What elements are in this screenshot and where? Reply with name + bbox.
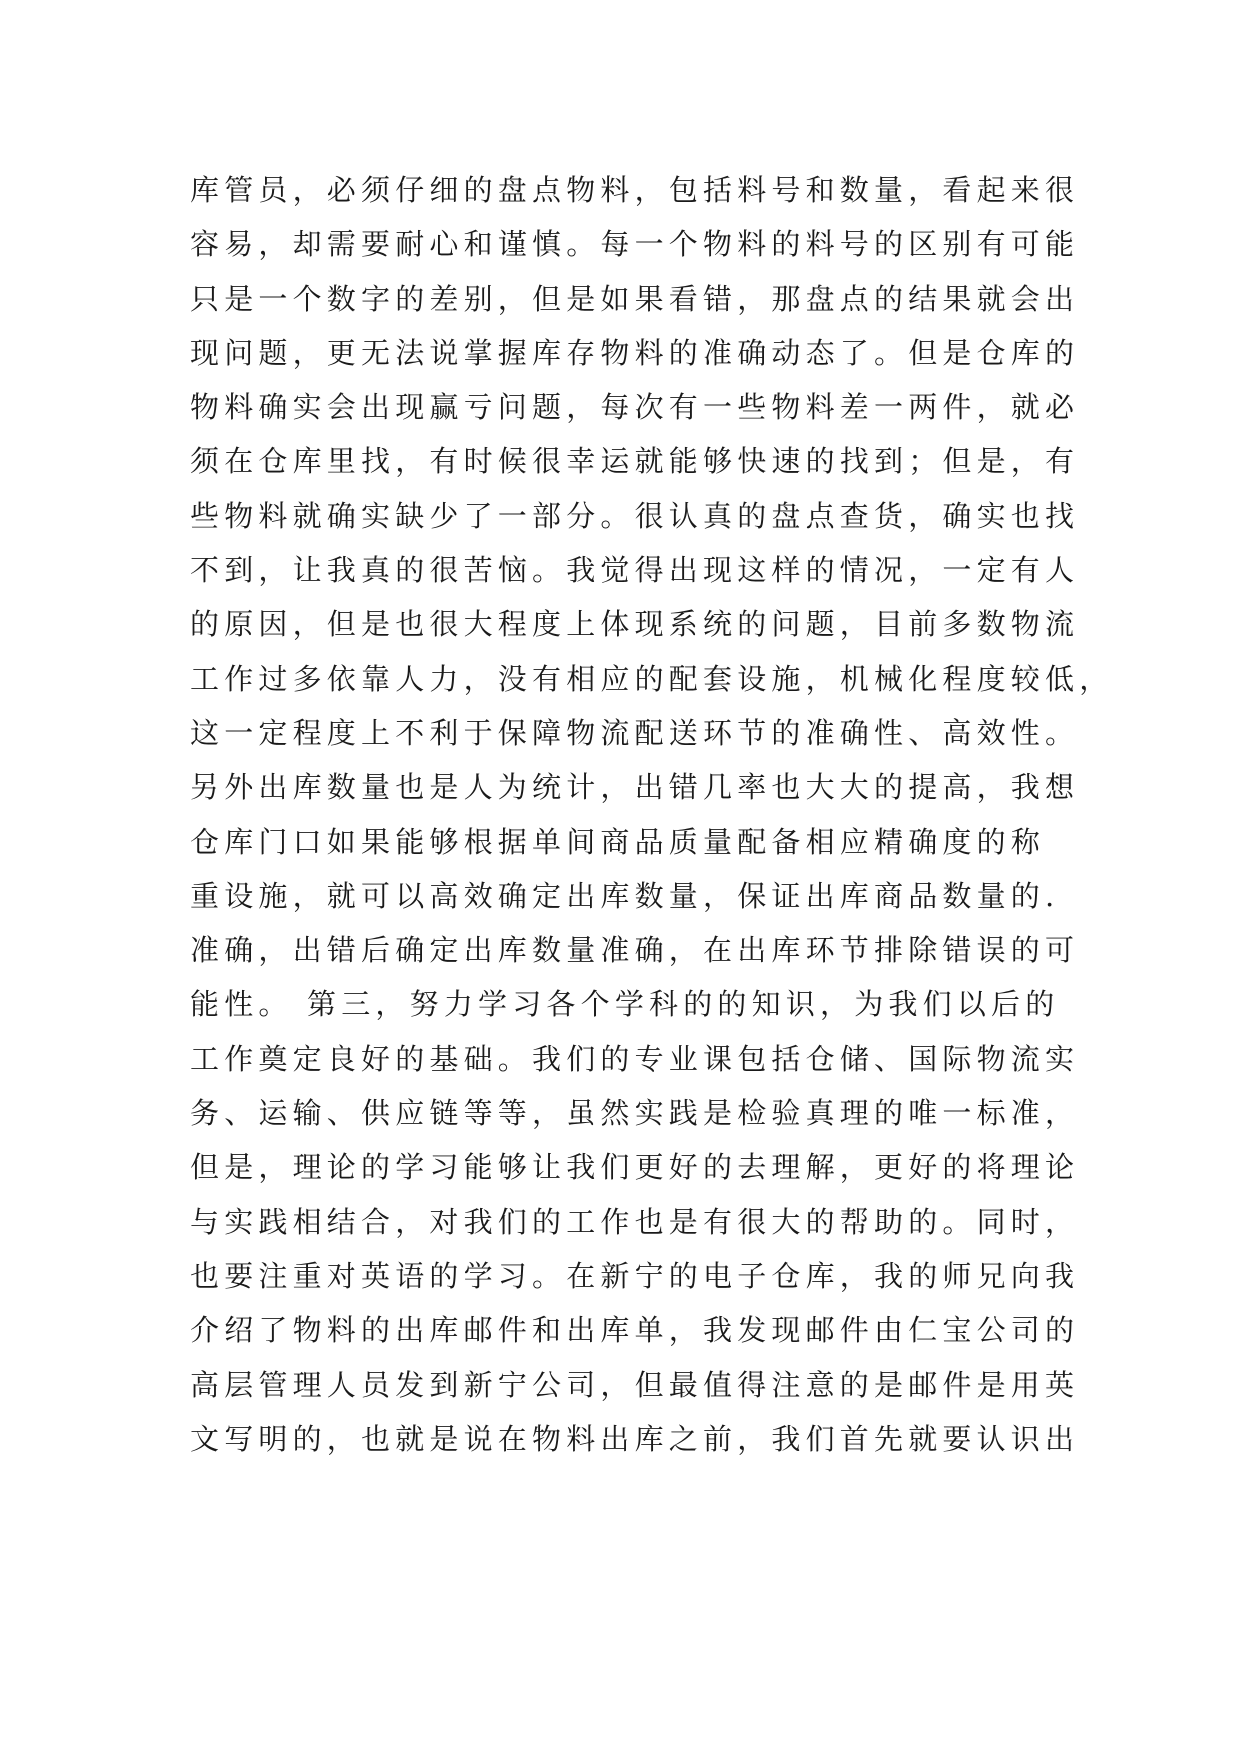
text-line: 工作过多依靠人力，没有相应的配套设施，机械化程度较低， <box>190 661 1114 696</box>
text-line: 也要注重对英语的学习。在新宁的电子仓库，我的师兄向我 <box>190 1258 1080 1293</box>
text-line: 务、运输、供应链等等，虽然实践是检验真理的唯一标准， <box>190 1096 1080 1131</box>
text-line: 不到，让我真的很苦恼。我觉得出现这样的情况，一定有人 <box>190 553 1080 588</box>
text-line: 但是，理论的学习能够让我们更好的去理解，更好的将理论 <box>190 1150 1080 1185</box>
text-line: 与实践相结合，对我们的工作也是有很大的帮助的。同时， <box>190 1204 1080 1239</box>
text-line: 文写明的，也就是说在物料出库之前，我们首先就要认识出 <box>190 1421 1080 1456</box>
body-text <box>190 163 1114 1466</box>
text-line: 些物料就确实缺少了一部分。很认真的盘点查货，确实也找 <box>190 498 1080 533</box>
text-line: 的原因，但是也很大程度上体现系统的问题，目前多数物流 <box>190 607 1080 642</box>
text-line: 物料确实会出现赢亏问题，每次有一些物料差一两件，就必 <box>190 390 1080 425</box>
text-line: 容易，却需要耐心和谨慎。每一个物料的料号的区别有可能 <box>190 227 1080 262</box>
text-line: 现问题，更无法说掌握库存物料的准确动态了。但是仓库的 <box>190 335 1080 370</box>
text-line: 能性。 第三，努力学习各个学科的的知识，为我们以后的 <box>190 987 1060 1022</box>
text-line: 高层管理人员发到新宁公司，但最值得注意的是邮件是用英 <box>190 1367 1080 1402</box>
text-line: 工作奠定良好的基础。我们的专业课包括仓储、国际物流实 <box>190 1041 1080 1076</box>
text-line: 仓库门口如果能够根据单间商品质量配备相应精确度的称 <box>190 824 1046 859</box>
text-line: 重设施，就可以高效确定出库数量，保证出库商品数量的. <box>190 878 1060 913</box>
text-line: 准确，出错后确定出库数量准确，在出库环节排除错误的可 <box>190 933 1080 968</box>
text-line: 介绍了物料的出库邮件和出库单，我发现邮件由仁宝公司的 <box>190 1313 1080 1348</box>
text-line: 只是一个数字的差别，但是如果看错，那盘点的结果就会出 <box>190 281 1080 316</box>
text-line: 另外出库数量也是人为统计，出错几率也大大的提高，我想 <box>190 770 1080 805</box>
text-line: 库管员，必须仔细的盘点物料，包括料号和数量，看起来很 <box>190 173 1080 207</box>
text-line: 这一定程度上不利于保障物流配送环节的准确性、高效性。 <box>190 715 1080 750</box>
text-line: 须在仓库里找，有时候很幸运就能够快速的找到；但是，有 <box>190 444 1080 479</box>
